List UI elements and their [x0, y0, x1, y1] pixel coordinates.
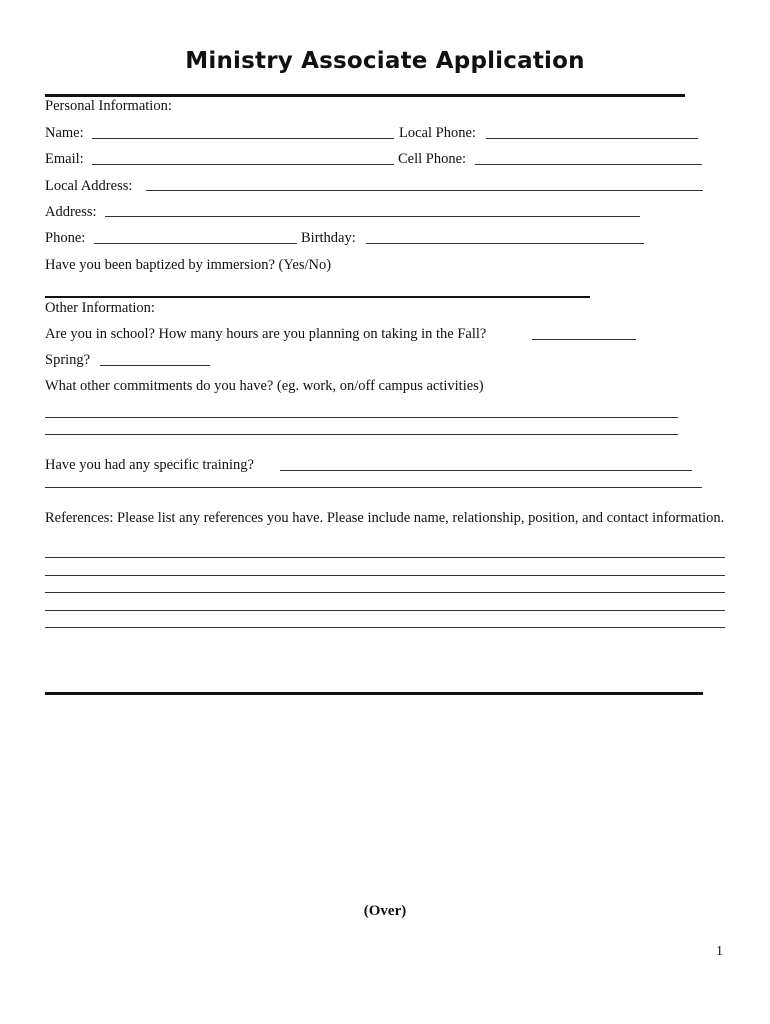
other-info-heading: Other Information: — [45, 300, 155, 316]
name-label: Name: — [45, 125, 84, 141]
commitments-question: What other commitments do you have? (eg. work, on/off campus activities) — [45, 378, 484, 394]
spring-hours-field[interactable] — [100, 365, 210, 366]
email-field[interactable] — [92, 164, 394, 165]
references-line-2[interactable] — [45, 575, 725, 576]
references-line-3[interactable] — [45, 592, 725, 593]
address-label: Address: — [45, 204, 97, 220]
commitments-line-2[interactable] — [45, 434, 678, 435]
phone-field[interactable] — [94, 243, 297, 244]
references-prompt: References: Please list any references you have. Please include name, relationship, position, and contact information. — [45, 510, 725, 526]
training-line-2[interactable] — [45, 487, 702, 488]
address-field[interactable] — [105, 216, 640, 217]
name-field[interactable] — [92, 138, 394, 139]
cell-phone-label: Cell Phone: — [398, 151, 467, 167]
references-line-4[interactable] — [45, 610, 725, 611]
local-phone-field[interactable] — [486, 138, 698, 139]
local-address-field[interactable] — [146, 190, 703, 191]
title-rule — [45, 94, 685, 97]
birthday-label: Birthday: — [301, 230, 356, 246]
page-number: 1 — [716, 944, 723, 959]
local-address-label: Local Address: — [45, 178, 133, 194]
cell-phone-field[interactable] — [475, 164, 702, 165]
training-field[interactable] — [280, 470, 692, 471]
section-rule-1 — [45, 296, 590, 298]
local-phone-label: Local Phone: — [399, 125, 476, 141]
fall-hours-field[interactable] — [532, 339, 636, 340]
references-line-1[interactable] — [45, 557, 725, 558]
baptized-question: Have you been baptized by immersion? (Yes/No) — [45, 257, 332, 273]
over-note: (Over) — [363, 903, 407, 919]
phone-label: Phone: — [45, 230, 86, 246]
email-label: Email: — [45, 151, 84, 167]
section-rule-2 — [45, 692, 703, 695]
references-line-5[interactable] — [45, 627, 725, 628]
personal-info-heading: Personal Information: — [45, 98, 172, 114]
training-question: Have you had any specific training? — [45, 457, 254, 473]
commitments-line-1[interactable] — [45, 417, 678, 418]
school-question: Are you in school? How many hours are you planning on taking in the Fall? — [45, 326, 487, 342]
spring-label: Spring? — [45, 352, 91, 368]
birthday-field[interactable] — [366, 243, 644, 244]
page-title: Ministry Associate Application — [185, 48, 585, 74]
